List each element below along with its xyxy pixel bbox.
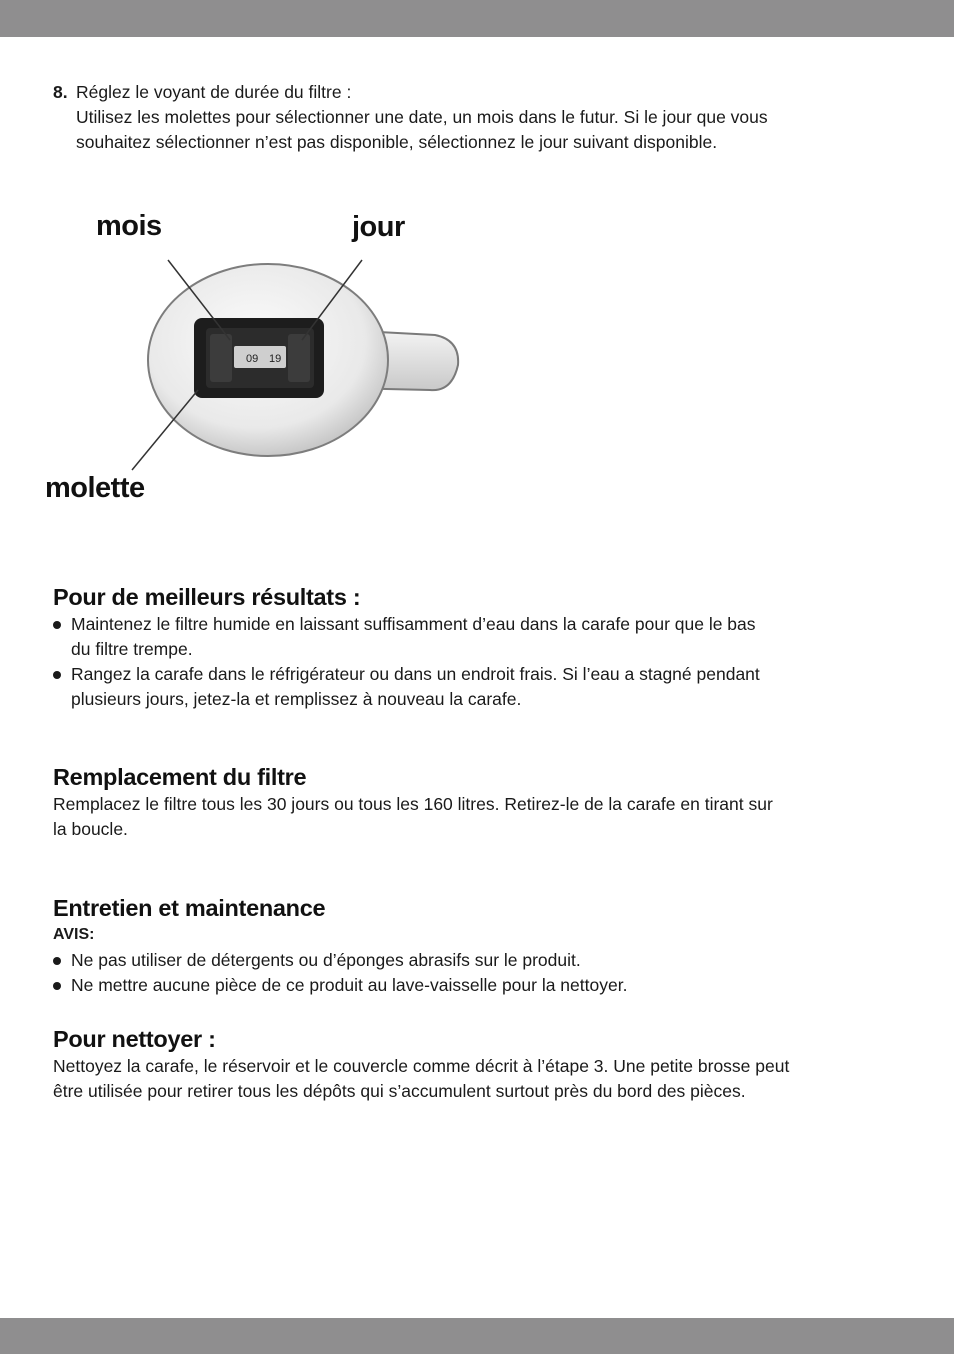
display-day: 19 (269, 353, 282, 365)
step-8 (53, 80, 853, 155)
list-item: Rangez la carafe dans le réfrigérateur ou dans un endroit frais. Si l’eau a stagné pendant plusieurs jours, jetez-la et remplissez à nouveau la carafe. (53, 662, 853, 712)
month-wheel (210, 334, 232, 382)
cleaning-text: Nettoyez la carafe, le réservoir et le couvercle comme décrit à l’étape 3. Une petite brosse peut être utilisée pour retirer tous les dépôts qui s’accumulent surtout près du bord des pièces. (53, 1056, 790, 1101)
label-wheel: molette (45, 472, 145, 504)
day-wheel (288, 334, 310, 382)
step-text-line-1: Utilisez les molettes pour sélectionner une date, un mois dans le futur. Si le jour que vous (76, 107, 768, 127)
notice-label: AVIS: (53, 926, 95, 943)
display-month: 09 (246, 353, 259, 365)
best-results-title: Pour de meilleurs résultats : (53, 584, 361, 610)
step-number: 8. (53, 82, 68, 102)
care-title: Entretien et maintenance (53, 895, 326, 921)
list-item: Maintenez le filtre humide en laissant suffisamment d’eau dans la carafe pour que le bas du filtre trempe. (53, 612, 853, 662)
label-day: jour (352, 211, 405, 243)
label-month: mois (96, 210, 162, 242)
replacement-title: Remplacement du filtre (53, 764, 307, 790)
list-item: Ne mettre aucune pièce de ce produit au lave-vaisselle pour la nettoyer. (53, 973, 853, 998)
filter-indicator-figure (40, 200, 480, 520)
footer-bar (0, 1318, 954, 1354)
header-bar (0, 0, 954, 37)
list-item: Ne pas utiliser de détergents ou d’éponges abrasifs sur le produit. (53, 948, 853, 973)
step-text-line-2: souhaitez sélectionner n’est pas disponible, sélectionnez le jour suivant disponible. (76, 132, 718, 152)
care-list (53, 948, 853, 998)
step-title: Réglez le voyant de durée du filtre : (76, 82, 352, 102)
best-results-list (53, 612, 853, 712)
replacement-text: Remplacez le filtre tous les 30 jours ou tous les 160 litres. Retirez-le de la carafe en tirant sur la boucle. (53, 794, 773, 839)
cleaning-title: Pour nettoyer : (53, 1026, 216, 1052)
